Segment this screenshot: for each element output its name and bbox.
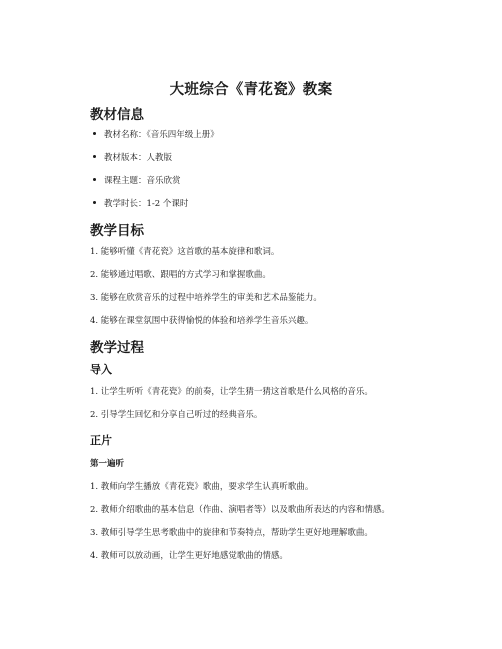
- bullet-icon: [93, 178, 96, 181]
- list-item: 课程主题：音乐欣赏: [93, 174, 181, 186]
- section-heading-goals: 教学目标: [90, 223, 144, 239]
- list-item: 教学时长：1-2 个课时: [93, 197, 188, 209]
- list-item: 教材名称：《音乐四年级上册》: [93, 128, 219, 140]
- list-item: 2. 教师介绍歌曲的基本信息（作曲、演唱者等）以及歌曲所表达的内容和情感。: [90, 505, 390, 515]
- list-item: 3. 能够在欣赏音乐的过程中培养学生的审美和艺术品鉴能力。: [90, 293, 322, 303]
- bullet-icon: [93, 201, 96, 204]
- list-item: 教材版本：人教版: [93, 151, 172, 163]
- list-item: 3. 教师引导学生思考歌曲中的旋律和节奏特点，帮助学生更好地理解歌曲。: [90, 528, 373, 538]
- subsection-heading-intro: 导入: [90, 363, 112, 376]
- document-title: 大班综合《青花瓷》教案: [169, 82, 333, 98]
- bullet-icon: [93, 132, 96, 135]
- list-item: 2. 引导学生回忆和分享自己听过的经典音乐。: [90, 410, 263, 420]
- list-item: 4. 能够在课堂氛围中获得愉悦的体验和培养学生音乐兴趣。: [90, 316, 314, 326]
- list-item: 1. 教师向学生播放《青花瓷》歌曲，要求学生认真听歌曲。: [90, 482, 314, 492]
- list-item: 4. 教师可以放动画，让学生更好地感觉歌曲的情感。: [90, 551, 288, 561]
- section-heading-materials: 教材信息: [90, 107, 144, 123]
- list-item: 1. 能够听懂《青花瓷》这首歌的基本旋律和歌词。: [90, 247, 280, 257]
- subsection-heading-first-listen: 第一遍听: [90, 459, 125, 469]
- section-heading-process: 教学过程: [90, 340, 144, 356]
- list-item: 2. 能够通过唱歌、跟唱的方式学习和掌握歌曲。: [90, 270, 271, 280]
- bullet-icon: [93, 155, 96, 158]
- subsection-heading-main: 正片: [90, 434, 112, 447]
- list-item: 1. 让学生听听《青花瓷》的前奏，让学生猜一猜这首歌是什么风格的音乐。: [90, 387, 373, 397]
